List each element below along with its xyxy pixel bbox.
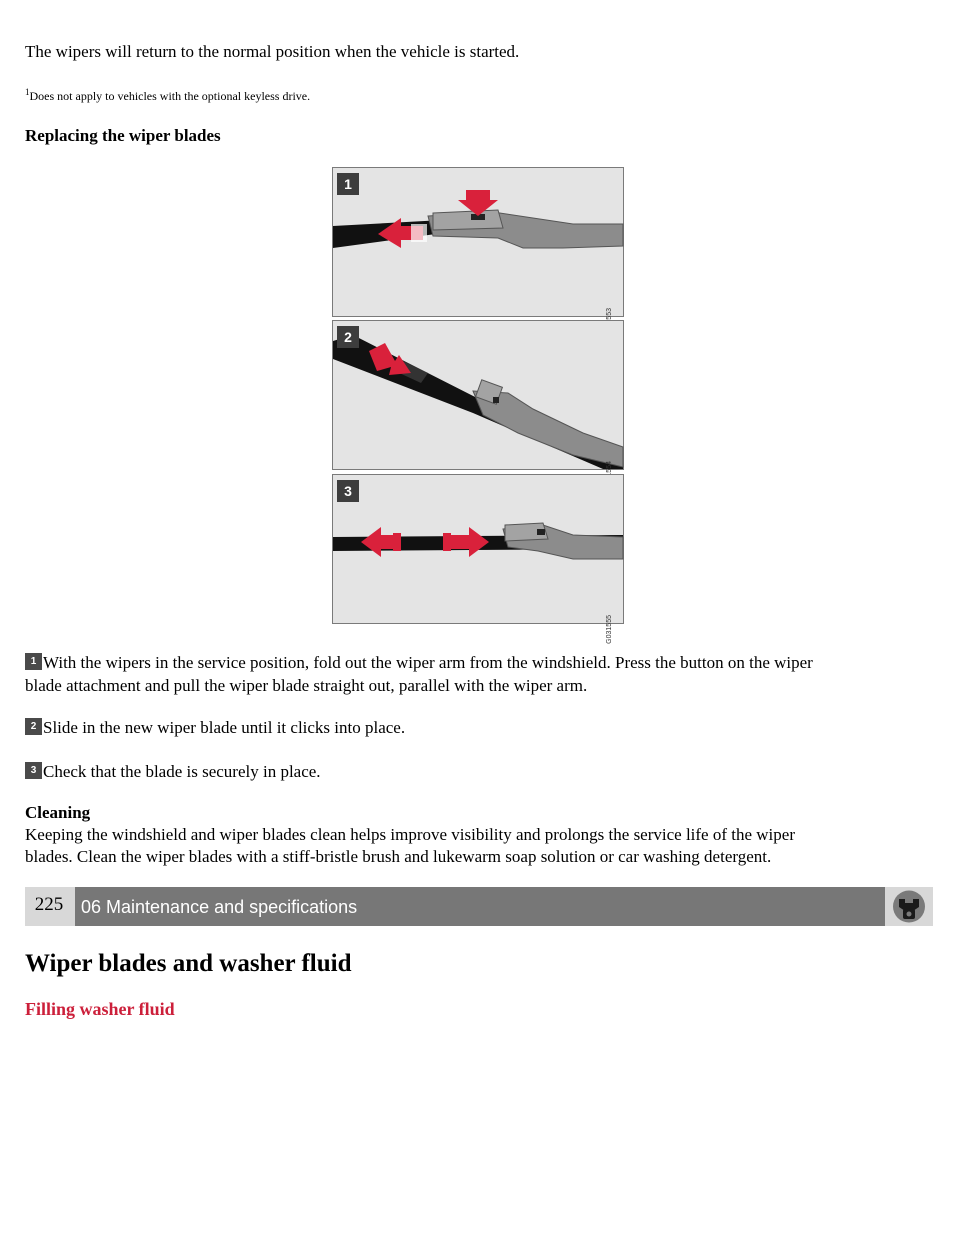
section-title: 06 Maintenance and specifications [75, 887, 885, 926]
step-1-text: With the wipers in the service position, fold out the wiper arm from the windshield. Press the button on the wiper [43, 653, 813, 672]
figure-2 [332, 320, 624, 470]
page-title: Wiper blades and washer fluid [25, 950, 352, 977]
cleaning-line-1: Keeping the windshield and wiper blades clean helps improve visibility and prolongs the service life of the wiper [25, 825, 795, 844]
figure-2-number: 2 [337, 326, 359, 348]
footnote [25, 84, 310, 104]
step-3-badge: 3 [25, 762, 42, 779]
cleaning-heading: Cleaning [25, 803, 91, 822]
subsection-heading: Filling washer fluid [25, 999, 175, 1019]
step-1-badge: 1 [25, 653, 42, 670]
figure-3 [332, 474, 624, 644]
section-heading: Replacing the wiper blades [25, 126, 221, 145]
footnote-text: Does not apply to vehicles with the optional keyless drive. [29, 89, 311, 103]
step-2-badge: 2 [25, 718, 42, 735]
cleaning-line-2: blades. Clean the wiper blades with a stiff-bristle brush and lukewarm soap solution or car washing detergent. [25, 847, 772, 866]
intro-text: The wipers will return to the normal position when the vehicle is started. [25, 42, 520, 61]
footnote-marker: 1 [25, 87, 30, 97]
step-1 [25, 651, 813, 675]
page-number: 225 [34, 894, 64, 915]
step-3 [25, 760, 321, 784]
figure-3-number: 3 [337, 480, 359, 502]
page-section-bar [25, 887, 933, 926]
wiper-illustration-3 [333, 475, 623, 623]
wrench-car-icon [885, 887, 933, 926]
step-1-continued: blade attachment and pull the wiper blade straight out, parallel with the wiper arm. [25, 676, 588, 695]
figure-1-number: 1 [337, 173, 359, 195]
wiper-illustration-1 [333, 168, 623, 316]
step-2-text: Slide in the new wiper blade until it clicks into place. [43, 718, 406, 737]
figure-1 [332, 167, 624, 317]
wiper-illustration-2 [333, 321, 623, 469]
step-3-text: Check that the blade is securely in place. [43, 762, 321, 781]
step-2 [25, 716, 405, 740]
figure-3-code: G031555 [606, 615, 613, 644]
